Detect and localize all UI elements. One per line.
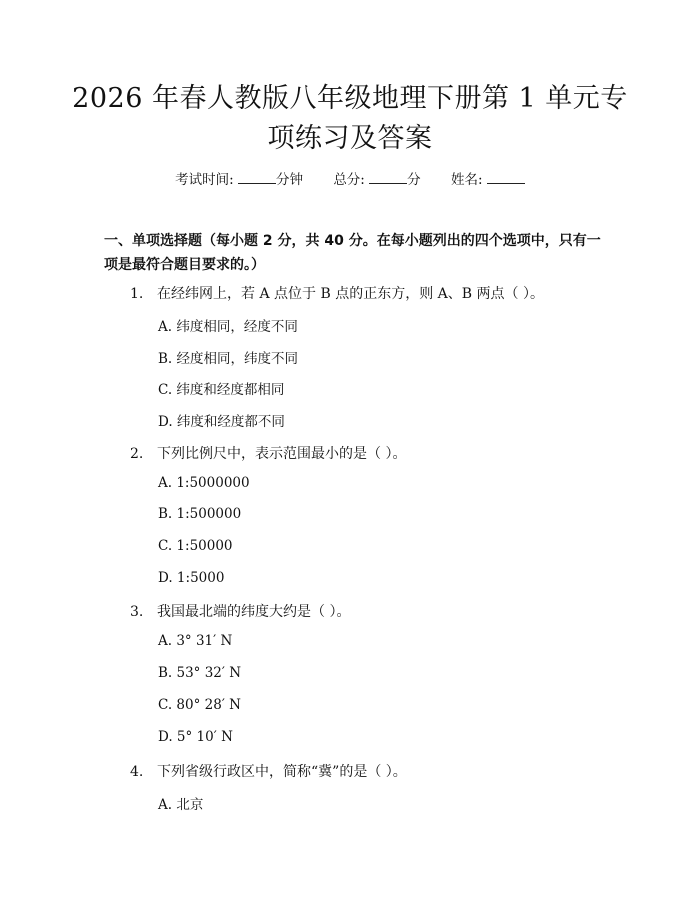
question-number: 3. [130, 604, 144, 620]
question-2-option-d: D. 1:5000 [158, 570, 225, 586]
name-blank [487, 171, 525, 184]
exam-info-row [0, 168, 700, 188]
section-1-heading: 一、单项选择题（每小题 2 分，共 40 分。在每小题列出的四个选项中，只有一项是最符合题目要求的。） [104, 233, 601, 273]
exam-time-blank [238, 171, 276, 184]
total-score-field [333, 168, 420, 188]
exam-time-unit: 分钟 [276, 172, 304, 188]
question-text: 下列省级行政区中，简称“冀”的是（ ）。 [157, 764, 407, 780]
document-title-line-1: 2026 年春人教版八年级地理下册第 1 单元专 [72, 83, 628, 114]
question-number: 4. [130, 764, 144, 780]
question-4 [130, 761, 407, 781]
name-label: 姓名: [450, 172, 483, 188]
question-3-option-c: C. 80° 28′ N [158, 697, 241, 713]
question-3 [130, 601, 350, 621]
question-2-option-c: C. 1:50000 [158, 538, 233, 554]
question-3-option-d: D. 5° 10′ N [158, 729, 233, 745]
total-score-unit: 分 [407, 172, 421, 188]
question-2 [130, 443, 406, 463]
question-number: 2. [130, 446, 144, 462]
name-field [451, 168, 525, 188]
document-title-line-2: 项练习及答案 [267, 123, 433, 154]
question-2-option-b: B. 1:500000 [158, 506, 242, 522]
question-number: 1. [130, 286, 144, 302]
exam-time-field [175, 168, 303, 188]
question-1-option-a: A. 纬度相同，经度不同 [158, 319, 298, 335]
question-3-option-a: A. 3° 31′ N [158, 633, 233, 649]
question-3-option-b: B. 53° 32′ N [158, 665, 242, 681]
question-1 [130, 283, 544, 303]
total-score-label: 总分: [333, 172, 365, 188]
question-2-option-a: A. 1:5000000 [158, 475, 250, 491]
question-text: 我国最北端的纬度大约是（ ）。 [157, 604, 351, 620]
total-score-blank [369, 171, 407, 184]
question-text: 下列比例尺中，表示范围最小的是（ ）。 [157, 446, 407, 462]
question-1-option-c: C. 纬度和经度都相同 [158, 382, 285, 398]
question-1-option-b: B. 经度相同，纬度不同 [158, 351, 299, 367]
exam-time-label: 考试时间: [175, 172, 234, 188]
question-1-option-d: D. 纬度和经度都不同 [158, 414, 285, 430]
question-text: 在经纬网上，若 A 点位于 B 点的正东方，则 A、B 两点（ ）。 [157, 286, 544, 302]
question-4-option-a: A. 北京 [158, 797, 204, 813]
